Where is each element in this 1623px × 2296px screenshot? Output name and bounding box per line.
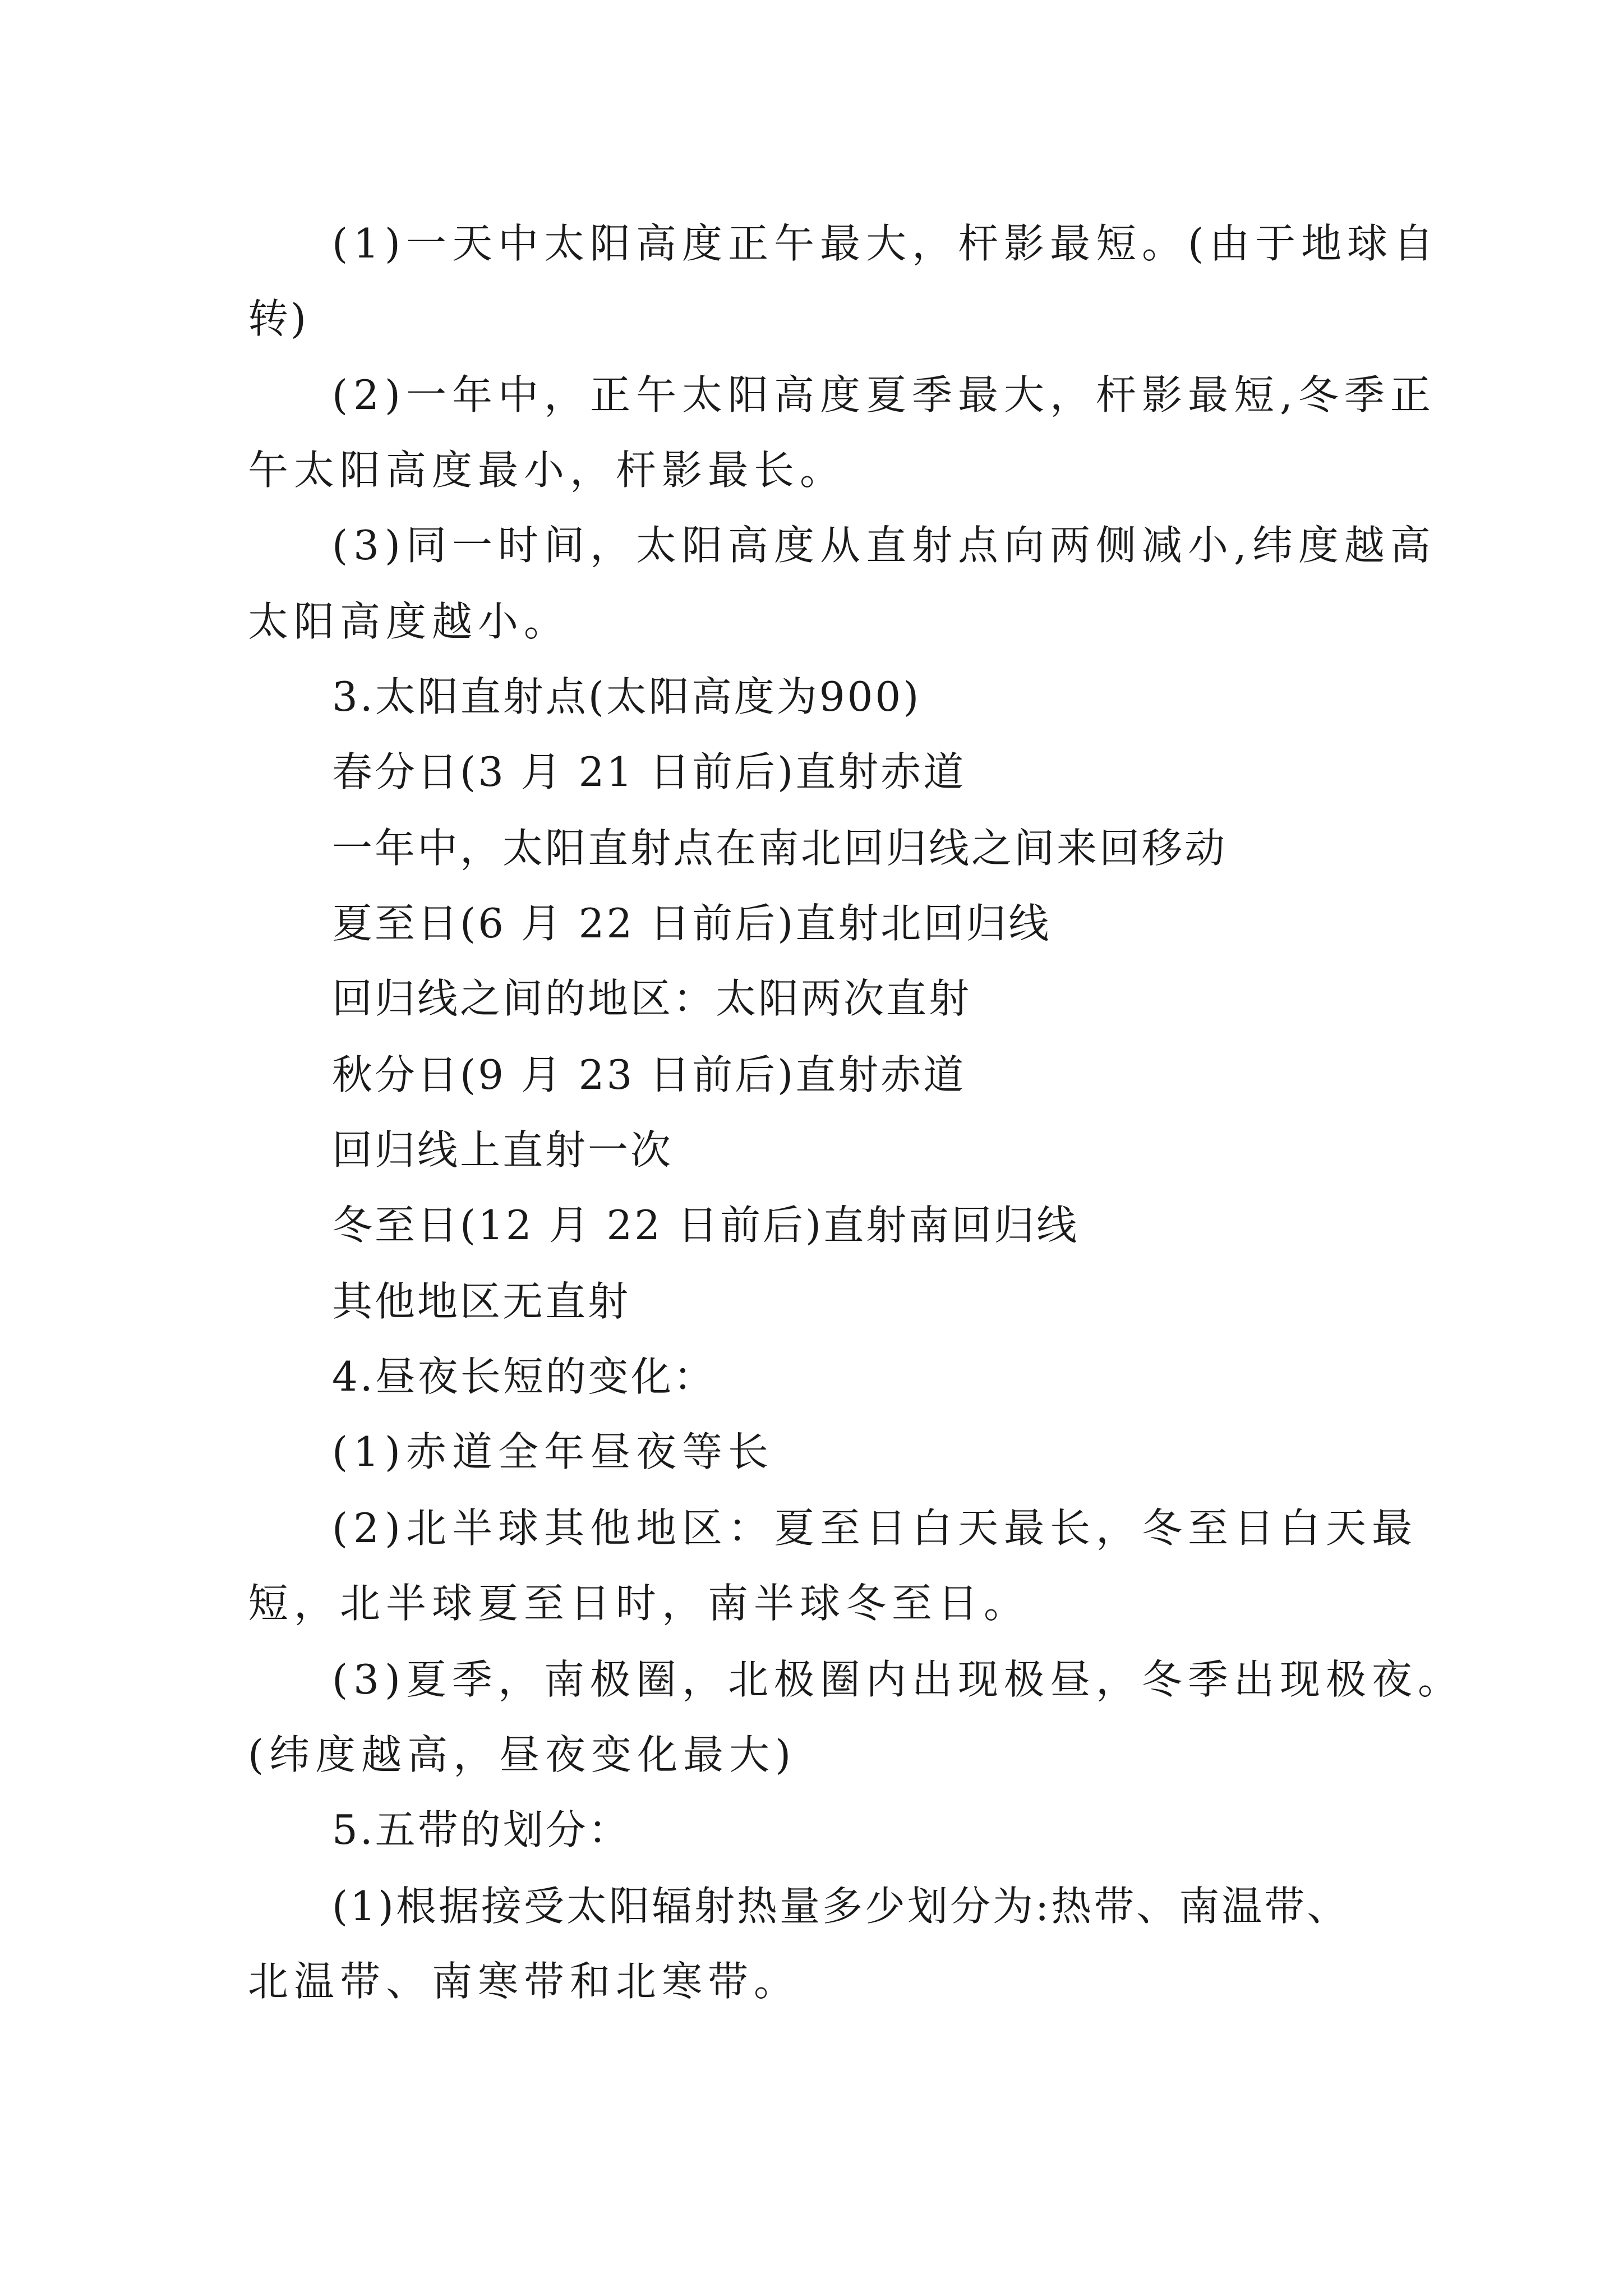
section-heading: 4.昼夜长短的变化： bbox=[332, 1353, 716, 1400]
text-line: 夏至日(6 月 22 日前后)直射北回归线 bbox=[332, 900, 1052, 947]
text-line: 太阳高度越小。 bbox=[248, 598, 570, 645]
text-line: 北温带、南寒带和北寒带。 bbox=[248, 1958, 800, 2005]
text-line: 短，北半球夏至日时，南半球冬至日。 bbox=[248, 1580, 1030, 1627]
text-line: 春分日(3 月 21 日前后)直射赤道 bbox=[332, 748, 966, 795]
text-line: 冬至日(12 月 22 日前后)直射南回归线 bbox=[332, 1202, 1080, 1249]
text-line: 其他地区无直射 bbox=[332, 1278, 631, 1325]
text-line: (2)北半球其他地区：夏至日白天最长，冬至日白天最 bbox=[332, 1504, 1418, 1552]
section-heading: 5.五带的划分： bbox=[332, 1806, 631, 1853]
text-line: (3)同一时间，太阳高度从直射点向两侧减小,纬度越高 bbox=[332, 522, 1436, 569]
text-line: (1)根据接受太阳辐射热量多少划分为:热带、南温带、 bbox=[332, 1883, 1350, 1930]
text-line: 回归线上直射一次 bbox=[332, 1126, 674, 1174]
section-heading: 3.太阳直射点(太阳高度为900) bbox=[332, 673, 921, 720]
text-line: (1)赤道全年昼夜等长 bbox=[332, 1428, 774, 1475]
text-line: 回归线之间的地区：太阳两次直射 bbox=[332, 975, 972, 1022]
text-line: (1)一天中太阳高度正午最大，杆影最短。(由于地球自 bbox=[332, 220, 1440, 267]
text-line: (纬度越高，昼夜变化最大) bbox=[248, 1731, 797, 1778]
text-line: 午太阳高度最小，杆影最长。 bbox=[248, 447, 846, 494]
text-line: (3)夏季，南极圈，北极圈内出现极昼，冬季出现极夜。 bbox=[332, 1656, 1464, 1703]
text-line: 秋分日(9 月 23 日前后)直射赤道 bbox=[332, 1051, 966, 1098]
text-line: (2)一年中，正午太阳高度夏季最大，杆影最短,冬季正 bbox=[332, 371, 1436, 418]
text-line: 一年中，太阳直射点在南北回归线之间来回移动 bbox=[332, 825, 1228, 872]
text-line: 转) bbox=[248, 295, 309, 342]
